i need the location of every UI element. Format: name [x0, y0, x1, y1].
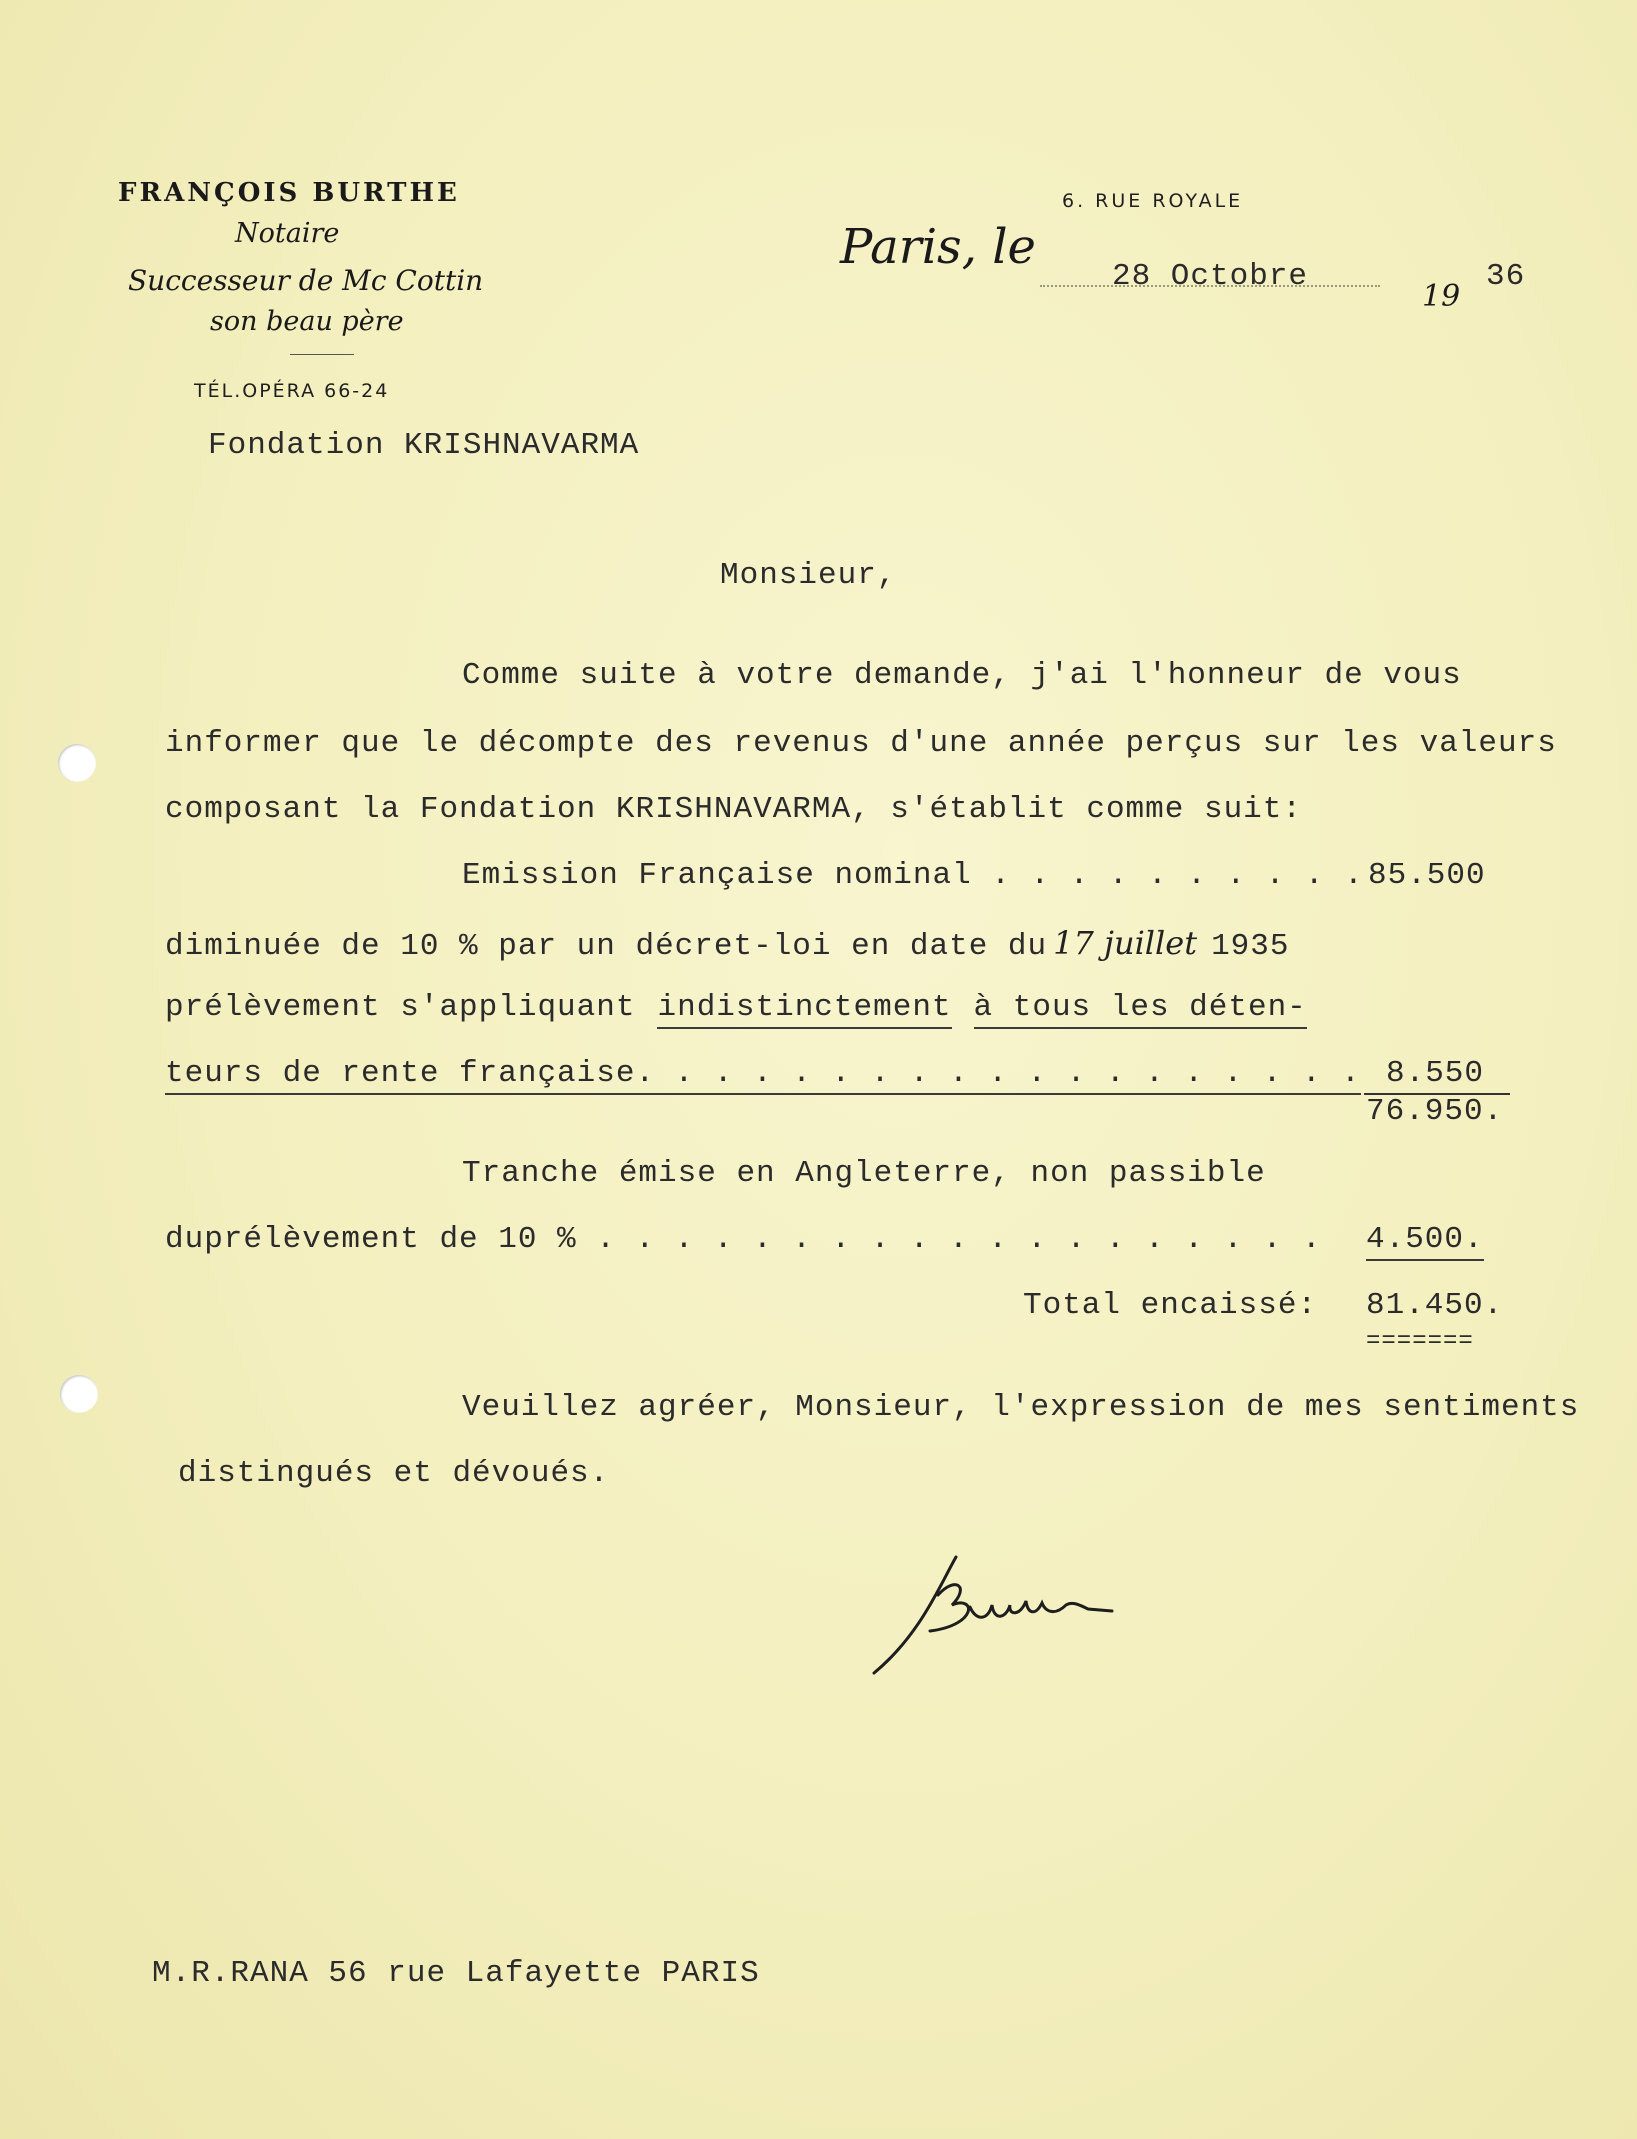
punch-hole-bottom — [60, 1375, 98, 1413]
total-double-rule: ======= — [1366, 1328, 1474, 1355]
street-address: 6. RUE ROYALE — [1062, 190, 1244, 212]
emission-amount: 85.500 — [1368, 858, 1486, 893]
footer-addressee: M.R.RANA 56 rue Lafayette PARIS — [152, 1956, 760, 1991]
punch-hole-top — [58, 744, 96, 782]
reduction-line-3: teurs de rente française. . . . . . . . . . . . . . . . . . . — [165, 1056, 1361, 1095]
letterhead — [110, 172, 510, 412]
signature — [860, 1535, 1160, 1695]
phone-number: TÉL.OPÉRA 66-24 — [194, 380, 390, 402]
reduction-amount: 8.550 — [1386, 1056, 1485, 1091]
year-value: 36 — [1486, 259, 1526, 294]
reduction-line-1 — [165, 924, 1289, 964]
recipient-line: Fondation KRISHNAVARMA — [208, 428, 640, 463]
notary-name: FRANÇOIS BURTHE — [118, 178, 460, 208]
relation-line: son beau père — [210, 306, 404, 337]
reduction-line-2-text: prélèvement s'appliquant — [165, 990, 636, 1025]
reduction-line-1-text: diminuée de 10 % par un décret-loi en date du — [165, 929, 1048, 964]
reduction-year: 1935 — [1211, 929, 1290, 964]
underlined-tous-les-detenteurs: à tous les déten- — [974, 990, 1307, 1029]
paragraph-1-line-2: informer que le décompte des revenus d'une année perçus sur les valeurs — [165, 726, 1557, 761]
total-amount: 81.450. — [1366, 1288, 1504, 1323]
paragraph-1-line-3: composant la Fondation KRISHNAVARMA, s'établit comme suit: — [165, 792, 1302, 827]
closing-line-1: Veuillez agréer, Monsieur, l'expression de mes sentiments — [462, 1390, 1580, 1425]
emission-label: Emission Française nominal . . . . . . . . . . — [462, 858, 1364, 893]
salutation: Monsieur, — [720, 558, 897, 593]
closing-line-2: distingués et dévoués. — [178, 1456, 610, 1491]
tranche-line-2: duprélèvement de 10 % . . . . . . . . . . . . . . . . . . . — [165, 1222, 1322, 1257]
handwritten-date: 17 juillet — [1053, 924, 1198, 962]
successor-line: Successeur de Mc Cottin — [128, 264, 484, 297]
underlined-indistinctement: indistinctement — [657, 990, 951, 1029]
dateline — [830, 215, 1530, 314]
paragraph-1-line-1: Comme suite à votre demande, j'ai l'honneur de vous — [462, 658, 1462, 693]
tranche-amount: 4.500. — [1366, 1222, 1484, 1261]
letterhead-rule — [290, 354, 354, 355]
total-label: Total encaissé: — [1023, 1288, 1318, 1323]
century-label: 19 — [1422, 279, 1461, 314]
subtotal-amount: 76.950. — [1366, 1094, 1504, 1129]
date-value: 28 Octobre — [1112, 259, 1309, 294]
tranche-line-1: Tranche émise en Angleterre, non passible — [462, 1156, 1266, 1191]
place-label: Paris, le — [840, 219, 1036, 275]
reduction-line-2 — [165, 990, 1307, 1025]
notary-title: Notaire — [235, 218, 340, 249]
